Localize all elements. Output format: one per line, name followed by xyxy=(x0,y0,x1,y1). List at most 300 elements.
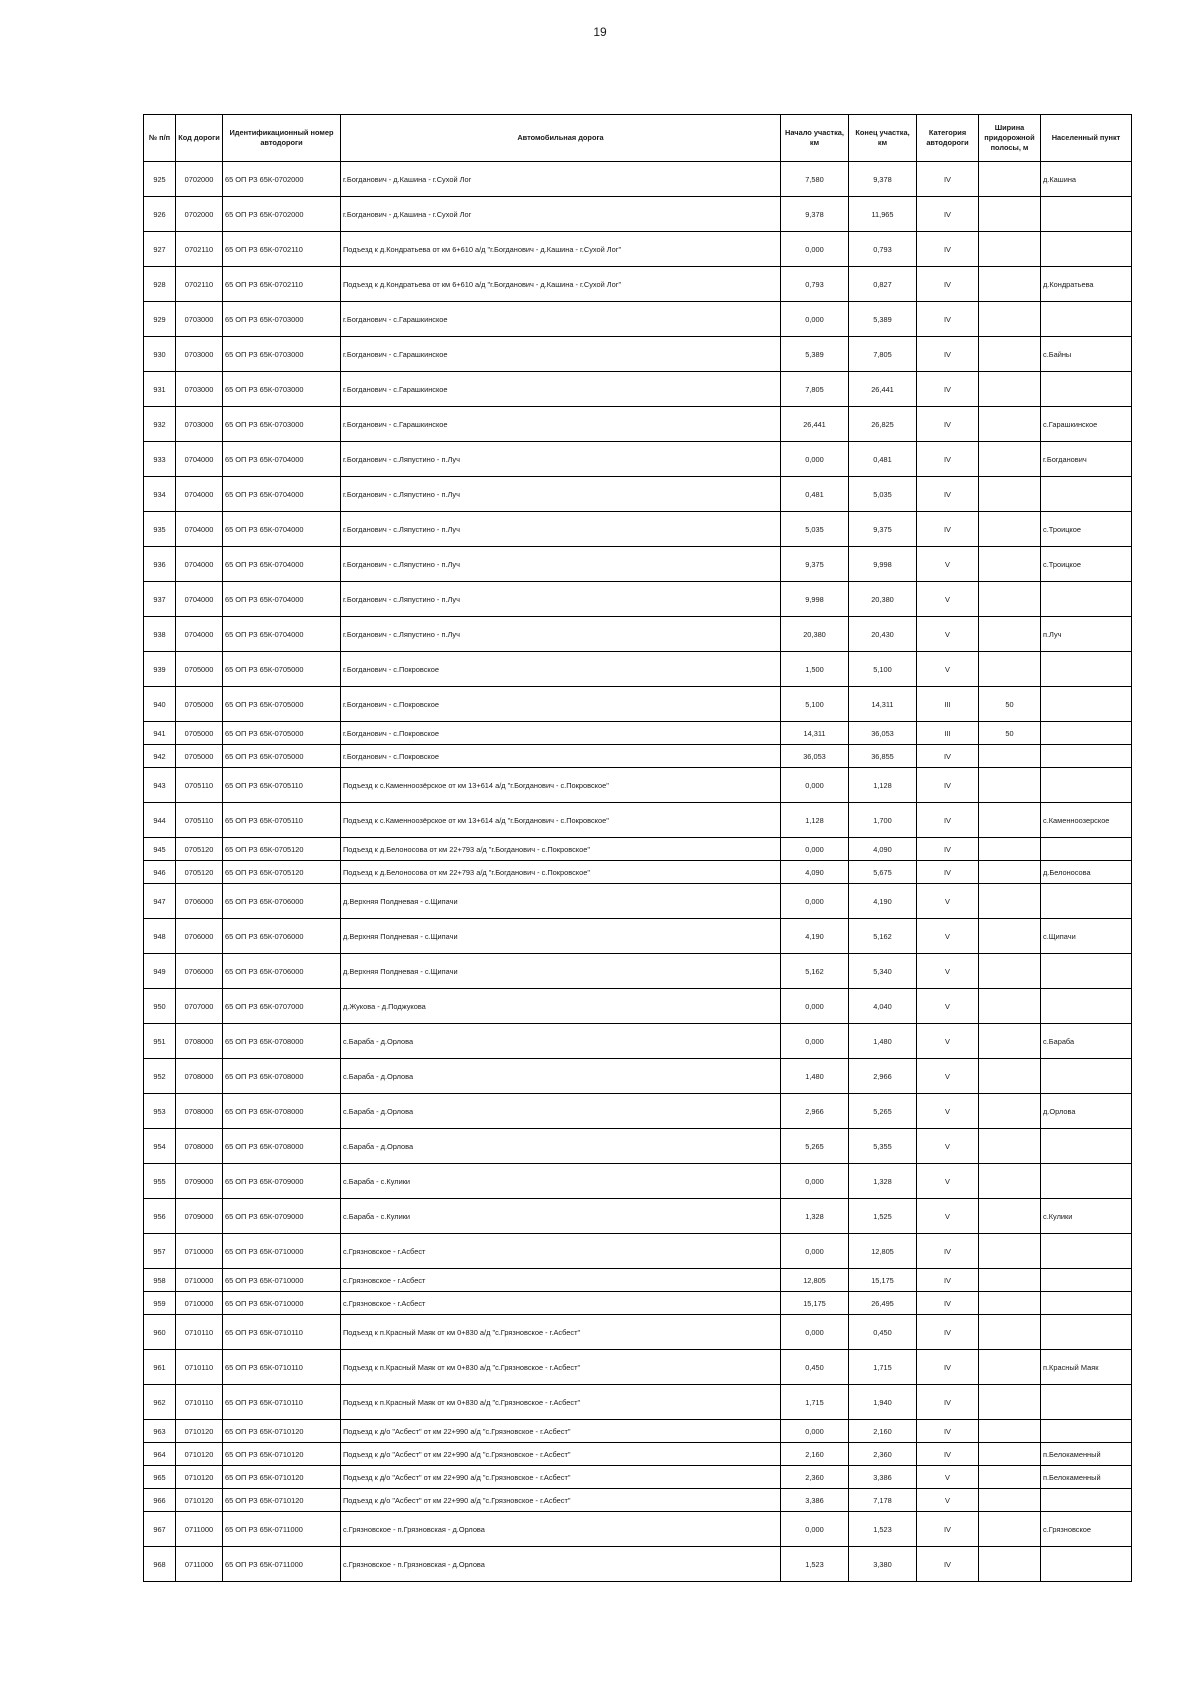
cell-road-id: 65 ОП РЗ 65К-0704000 xyxy=(223,477,341,512)
cell-road-code: 0710000 xyxy=(176,1292,223,1315)
header-settlement: Населенный пункт xyxy=(1041,115,1132,162)
cell-end-km: 9,378 xyxy=(849,162,917,197)
cell-row-number: 947 xyxy=(144,884,176,919)
cell-start-km: 1,480 xyxy=(781,1059,849,1094)
cell-start-km: 1,715 xyxy=(781,1385,849,1420)
cell-road-id: 65 ОП РЗ 65К-0704000 xyxy=(223,442,341,477)
cell-end-km: 0,827 xyxy=(849,267,917,302)
cell-settlement: п.Луч xyxy=(1041,617,1132,652)
cell-strip-width xyxy=(979,1094,1041,1129)
cell-settlement xyxy=(1041,745,1132,768)
cell-strip-width xyxy=(979,582,1041,617)
cell-strip-width xyxy=(979,372,1041,407)
cell-road-code: 0705000 xyxy=(176,745,223,768)
cell-settlement xyxy=(1041,1489,1132,1512)
cell-strip-width xyxy=(979,1350,1041,1385)
table-row xyxy=(144,407,1132,442)
cell-start-km: 4,190 xyxy=(781,919,849,954)
cell-start-km: 26,441 xyxy=(781,407,849,442)
cell-road-id: 65 ОП РЗ 65К-0710110 xyxy=(223,1350,341,1385)
cell-road-code: 0709000 xyxy=(176,1164,223,1199)
cell-road-id: 65 ОП РЗ 65К-0702110 xyxy=(223,267,341,302)
cell-row-number: 931 xyxy=(144,372,176,407)
cell-road-id: 65 ОП РЗ 65К-0702110 xyxy=(223,232,341,267)
cell-start-km: 0,000 xyxy=(781,1164,849,1199)
cell-strip-width xyxy=(979,302,1041,337)
cell-category: IV xyxy=(917,197,979,232)
table-row xyxy=(144,803,1132,838)
cell-road-name: г.Богданович - с.Ляпустино - п.Луч xyxy=(341,617,781,652)
cell-road-id: 65 ОП РЗ 65К-0708000 xyxy=(223,1094,341,1129)
cell-start-km: 0,000 xyxy=(781,1234,849,1269)
cell-road-name: д.Жукова - д.Поджукова xyxy=(341,989,781,1024)
cell-road-id: 65 ОП РЗ 65К-0710000 xyxy=(223,1234,341,1269)
cell-road-name: Подъезд к д.Кондратьева от км 6+610 а/д "г.Богданович - д.Кашина - г.Сухой Лог" xyxy=(341,232,781,267)
cell-settlement: п.Белокаменный xyxy=(1041,1443,1132,1466)
cell-end-km: 5,675 xyxy=(849,861,917,884)
table-row xyxy=(144,1547,1132,1582)
table-row xyxy=(144,1234,1132,1269)
cell-road-code: 0710110 xyxy=(176,1315,223,1350)
cell-road-code: 0710120 xyxy=(176,1466,223,1489)
cell-road-id: 65 ОП РЗ 65К-0710000 xyxy=(223,1269,341,1292)
cell-road-name: г.Богданович - с.Покровское xyxy=(341,722,781,745)
cell-start-km: 9,998 xyxy=(781,582,849,617)
cell-settlement: с.Гарашкинское xyxy=(1041,407,1132,442)
cell-start-km: 0,000 xyxy=(781,1315,849,1350)
cell-settlement: г.Богданович xyxy=(1041,442,1132,477)
cell-category: III xyxy=(917,722,979,745)
cell-road-code: 0704000 xyxy=(176,582,223,617)
cell-end-km: 15,175 xyxy=(849,1269,917,1292)
cell-road-code: 0706000 xyxy=(176,884,223,919)
cell-road-code: 0708000 xyxy=(176,1059,223,1094)
cell-end-km: 4,190 xyxy=(849,884,917,919)
cell-category: IV xyxy=(917,1512,979,1547)
cell-row-number: 950 xyxy=(144,989,176,1024)
cell-road-id: 65 ОП РЗ 65К-0709000 xyxy=(223,1199,341,1234)
cell-category: IV xyxy=(917,745,979,768)
cell-category: IV xyxy=(917,337,979,372)
cell-end-km: 1,715 xyxy=(849,1350,917,1385)
cell-start-km: 5,100 xyxy=(781,687,849,722)
cell-start-km: 1,500 xyxy=(781,652,849,687)
cell-category: IV xyxy=(917,1315,979,1350)
cell-road-name: Подъезд к п.Красный Маяк от км 0+830 а/д "с.Грязновское - г.Асбест" xyxy=(341,1350,781,1385)
cell-category: V xyxy=(917,652,979,687)
cell-strip-width xyxy=(979,617,1041,652)
header-id-number: Идентификационный номер автодороги xyxy=(223,115,341,162)
table-body xyxy=(144,162,1132,1582)
cell-row-number: 937 xyxy=(144,582,176,617)
cell-start-km: 9,375 xyxy=(781,547,849,582)
cell-strip-width xyxy=(979,1489,1041,1512)
cell-category: IV xyxy=(917,232,979,267)
cell-category: III xyxy=(917,687,979,722)
cell-road-name: Подъезд к с.Каменноозёрское от км 13+614 а/д "г.Богданович - с.Покровское" xyxy=(341,803,781,838)
cell-row-number: 942 xyxy=(144,745,176,768)
table-row xyxy=(144,1385,1132,1420)
cell-end-km: 9,998 xyxy=(849,547,917,582)
cell-row-number: 959 xyxy=(144,1292,176,1315)
table-row xyxy=(144,861,1132,884)
cell-settlement xyxy=(1041,582,1132,617)
cell-road-id: 65 ОП РЗ 65К-0705000 xyxy=(223,687,341,722)
cell-start-km: 5,035 xyxy=(781,512,849,547)
cell-road-id: 65 ОП РЗ 65К-0703000 xyxy=(223,372,341,407)
cell-end-km: 7,805 xyxy=(849,337,917,372)
cell-road-name: Подъезд к д.Белоносова от км 22+793 а/д "г.Богданович - с.Покровское" xyxy=(341,861,781,884)
cell-settlement: с.Каменноозерское xyxy=(1041,803,1132,838)
roads-table xyxy=(143,114,1132,1582)
cell-strip-width xyxy=(979,884,1041,919)
cell-category: V xyxy=(917,617,979,652)
cell-settlement xyxy=(1041,838,1132,861)
table-row xyxy=(144,989,1132,1024)
cell-road-id: 65 ОП РЗ 65К-0708000 xyxy=(223,1059,341,1094)
cell-strip-width xyxy=(979,197,1041,232)
cell-row-number: 936 xyxy=(144,547,176,582)
cell-settlement: д.Белоносова xyxy=(1041,861,1132,884)
cell-road-code: 0705000 xyxy=(176,687,223,722)
cell-category: V xyxy=(917,989,979,1024)
cell-category: V xyxy=(917,954,979,989)
cell-row-number: 957 xyxy=(144,1234,176,1269)
cell-road-code: 0710120 xyxy=(176,1420,223,1443)
cell-row-number: 952 xyxy=(144,1059,176,1094)
cell-road-name: Подъезд к д.Белоносова от км 22+793 а/д "г.Богданович - с.Покровское" xyxy=(341,838,781,861)
cell-end-km: 5,162 xyxy=(849,919,917,954)
cell-strip-width xyxy=(979,1512,1041,1547)
cell-category: V xyxy=(917,1466,979,1489)
cell-strip-width xyxy=(979,1129,1041,1164)
cell-road-code: 0705000 xyxy=(176,652,223,687)
cell-road-name: г.Богданович - д.Кашина - г.Сухой Лог xyxy=(341,197,781,232)
cell-row-number: 953 xyxy=(144,1094,176,1129)
cell-row-number: 964 xyxy=(144,1443,176,1466)
cell-category: IV xyxy=(917,1234,979,1269)
cell-strip-width xyxy=(979,1547,1041,1582)
cell-row-number: 944 xyxy=(144,803,176,838)
table-row xyxy=(144,768,1132,803)
page-number: 19 xyxy=(593,25,607,39)
cell-strip-width xyxy=(979,652,1041,687)
cell-road-name: с.Бараба - д.Орлова xyxy=(341,1129,781,1164)
cell-road-code: 0704000 xyxy=(176,617,223,652)
cell-row-number: 932 xyxy=(144,407,176,442)
cell-settlement: с.Грязновское xyxy=(1041,1512,1132,1547)
cell-settlement xyxy=(1041,1164,1132,1199)
cell-road-name: д.Верхняя Полдневая - с.Щипачи xyxy=(341,919,781,954)
cell-end-km: 12,805 xyxy=(849,1234,917,1269)
cell-road-id: 65 ОП РЗ 65К-0710110 xyxy=(223,1315,341,1350)
cell-strip-width xyxy=(979,768,1041,803)
cell-settlement: п.Белокаменный xyxy=(1041,1466,1132,1489)
cell-end-km: 2,966 xyxy=(849,1059,917,1094)
cell-road-id: 65 ОП РЗ 65К-0709000 xyxy=(223,1164,341,1199)
cell-road-code: 0703000 xyxy=(176,337,223,372)
cell-road-name: Подъезд к д/о "Асбест" от км 22+990 а/д "с.Грязновское - г.Асбест" xyxy=(341,1466,781,1489)
table-row xyxy=(144,1315,1132,1350)
table-row xyxy=(144,372,1132,407)
cell-start-km: 0,000 xyxy=(781,1512,849,1547)
cell-row-number: 940 xyxy=(144,687,176,722)
cell-start-km: 20,380 xyxy=(781,617,849,652)
cell-road-id: 65 ОП РЗ 65К-0707000 xyxy=(223,989,341,1024)
cell-road-code: 0705120 xyxy=(176,861,223,884)
cell-road-id: 65 ОП РЗ 65К-0710120 xyxy=(223,1420,341,1443)
cell-settlement: с.Байны xyxy=(1041,337,1132,372)
cell-category: V xyxy=(917,1199,979,1234)
cell-end-km: 1,328 xyxy=(849,1164,917,1199)
cell-road-code: 0704000 xyxy=(176,477,223,512)
cell-road-name: г.Богданович - д.Кашина - г.Сухой Лог xyxy=(341,162,781,197)
cell-road-id: 65 ОП РЗ 65К-0704000 xyxy=(223,617,341,652)
cell-road-code: 0702000 xyxy=(176,197,223,232)
cell-road-code: 0704000 xyxy=(176,512,223,547)
table-row xyxy=(144,1269,1132,1292)
cell-strip-width xyxy=(979,861,1041,884)
cell-end-km: 4,040 xyxy=(849,989,917,1024)
cell-road-code: 0710000 xyxy=(176,1234,223,1269)
cell-road-name: Подъезд к с.Каменноозёрское от км 13+614 а/д "г.Богданович - с.Покровское" xyxy=(341,768,781,803)
cell-end-km: 5,035 xyxy=(849,477,917,512)
cell-start-km: 0,000 xyxy=(781,442,849,477)
cell-end-km: 0,481 xyxy=(849,442,917,477)
cell-row-number: 943 xyxy=(144,768,176,803)
cell-road-id: 65 ОП РЗ 65К-0710120 xyxy=(223,1443,341,1466)
cell-start-km: 7,580 xyxy=(781,162,849,197)
cell-road-id: 65 ОП РЗ 65К-0705120 xyxy=(223,861,341,884)
cell-category: V xyxy=(917,1164,979,1199)
cell-end-km: 3,386 xyxy=(849,1466,917,1489)
cell-road-code: 0709000 xyxy=(176,1199,223,1234)
cell-road-id: 65 ОП РЗ 65К-0708000 xyxy=(223,1024,341,1059)
cell-strip-width xyxy=(979,1059,1041,1094)
cell-road-id: 65 ОП РЗ 65К-0705000 xyxy=(223,722,341,745)
cell-category: V xyxy=(917,1024,979,1059)
cell-road-id: 65 ОП РЗ 65К-0705000 xyxy=(223,652,341,687)
cell-road-code: 0706000 xyxy=(176,954,223,989)
cell-start-km: 2,160 xyxy=(781,1443,849,1466)
cell-road-id: 65 ОП РЗ 65К-0710120 xyxy=(223,1489,341,1512)
cell-start-km: 0,000 xyxy=(781,1420,849,1443)
table-row xyxy=(144,1350,1132,1385)
cell-strip-width xyxy=(979,803,1041,838)
cell-strip-width xyxy=(979,1420,1041,1443)
cell-start-km: 1,128 xyxy=(781,803,849,838)
cell-row-number: 961 xyxy=(144,1350,176,1385)
cell-road-code: 0710000 xyxy=(176,1269,223,1292)
cell-category: IV xyxy=(917,1547,979,1582)
cell-settlement xyxy=(1041,1385,1132,1420)
cell-end-km: 5,265 xyxy=(849,1094,917,1129)
cell-row-number: 928 xyxy=(144,267,176,302)
table-row xyxy=(144,687,1132,722)
cell-road-id: 65 ОП РЗ 65К-0711000 xyxy=(223,1547,341,1582)
cell-end-km: 20,430 xyxy=(849,617,917,652)
cell-row-number: 951 xyxy=(144,1024,176,1059)
cell-end-km: 5,340 xyxy=(849,954,917,989)
cell-road-code: 0704000 xyxy=(176,547,223,582)
table-row xyxy=(144,617,1132,652)
cell-road-id: 65 ОП РЗ 65К-0703000 xyxy=(223,302,341,337)
cell-road-code: 0706000 xyxy=(176,919,223,954)
cell-road-id: 65 ОП РЗ 65К-0705110 xyxy=(223,803,341,838)
cell-start-km: 0,000 xyxy=(781,1024,849,1059)
cell-row-number: 935 xyxy=(144,512,176,547)
cell-start-km: 5,389 xyxy=(781,337,849,372)
cell-category: IV xyxy=(917,162,979,197)
cell-end-km: 3,380 xyxy=(849,1547,917,1582)
table-row xyxy=(144,919,1132,954)
table-row xyxy=(144,197,1132,232)
cell-start-km: 4,090 xyxy=(781,861,849,884)
table-row xyxy=(144,884,1132,919)
cell-road-id: 65 ОП РЗ 65К-0710110 xyxy=(223,1385,341,1420)
cell-category: IV xyxy=(917,477,979,512)
cell-start-km: 9,378 xyxy=(781,197,849,232)
table-row xyxy=(144,1466,1132,1489)
cell-row-number: 967 xyxy=(144,1512,176,1547)
table-row xyxy=(144,1094,1132,1129)
cell-settlement xyxy=(1041,1059,1132,1094)
cell-road-id: 65 ОП РЗ 65К-0702000 xyxy=(223,162,341,197)
cell-road-code: 0703000 xyxy=(176,302,223,337)
cell-road-code: 0702110 xyxy=(176,267,223,302)
cell-strip-width xyxy=(979,745,1041,768)
cell-road-name: с.Грязновское - п.Грязновская - д.Орлова xyxy=(341,1547,781,1582)
cell-road-name: Подъезд к д/о "Асбест" от км 22+990 а/д "с.Грязновское - г.Асбест" xyxy=(341,1489,781,1512)
cell-row-number: 958 xyxy=(144,1269,176,1292)
cell-settlement xyxy=(1041,197,1132,232)
cell-strip-width xyxy=(979,442,1041,477)
cell-road-id: 65 ОП РЗ 65К-0705000 xyxy=(223,745,341,768)
cell-road-name: Подъезд к д/о "Асбест" от км 22+990 а/д "с.Грязновское - г.Асбест" xyxy=(341,1443,781,1466)
cell-road-id: 65 ОП РЗ 65К-0706000 xyxy=(223,884,341,919)
cell-end-km: 11,965 xyxy=(849,197,917,232)
cell-road-id: 65 ОП РЗ 65К-0706000 xyxy=(223,919,341,954)
cell-category: IV xyxy=(917,768,979,803)
cell-settlement: с.Троицкое xyxy=(1041,547,1132,582)
header-road-code: Код дороги xyxy=(176,115,223,162)
table-row xyxy=(144,652,1132,687)
header-end-km: Конец участка, км xyxy=(849,115,917,162)
cell-category: IV xyxy=(917,1385,979,1420)
cell-strip-width xyxy=(979,1315,1041,1350)
cell-strip-width xyxy=(979,1199,1041,1234)
cell-strip-width xyxy=(979,512,1041,547)
cell-row-number: 934 xyxy=(144,477,176,512)
cell-strip-width xyxy=(979,232,1041,267)
cell-strip-width xyxy=(979,477,1041,512)
cell-settlement: д.Кондратьева xyxy=(1041,267,1132,302)
cell-start-km: 7,805 xyxy=(781,372,849,407)
cell-end-km: 1,480 xyxy=(849,1024,917,1059)
cell-end-km: 9,375 xyxy=(849,512,917,547)
cell-row-number: 938 xyxy=(144,617,176,652)
table-row xyxy=(144,582,1132,617)
cell-row-number: 941 xyxy=(144,722,176,745)
cell-settlement xyxy=(1041,232,1132,267)
cell-start-km: 0,000 xyxy=(781,768,849,803)
cell-road-id: 65 ОП РЗ 65К-0711000 xyxy=(223,1512,341,1547)
table-row xyxy=(144,302,1132,337)
cell-category: V xyxy=(917,547,979,582)
cell-start-km: 0,000 xyxy=(781,989,849,1024)
cell-strip-width xyxy=(979,337,1041,372)
cell-road-name: г.Богданович - с.Ляпустино - п.Луч xyxy=(341,582,781,617)
cell-road-id: 65 ОП РЗ 65К-0704000 xyxy=(223,582,341,617)
cell-settlement xyxy=(1041,652,1132,687)
cell-start-km: 0,481 xyxy=(781,477,849,512)
cell-road-name: г.Богданович - с.Гарашкинское xyxy=(341,372,781,407)
cell-row-number: 963 xyxy=(144,1420,176,1443)
table-header-row xyxy=(144,115,1132,162)
table-row xyxy=(144,838,1132,861)
cell-strip-width xyxy=(979,1234,1041,1269)
cell-strip-width xyxy=(979,1443,1041,1466)
cell-end-km: 1,128 xyxy=(849,768,917,803)
table-row xyxy=(144,232,1132,267)
cell-row-number: 945 xyxy=(144,838,176,861)
table-row xyxy=(144,1199,1132,1234)
cell-end-km: 0,793 xyxy=(849,232,917,267)
cell-category: IV xyxy=(917,1292,979,1315)
cell-row-number: 962 xyxy=(144,1385,176,1420)
cell-strip-width xyxy=(979,1292,1041,1315)
cell-road-name: с.Бараба - д.Орлова xyxy=(341,1059,781,1094)
cell-road-id: 65 ОП РЗ 65К-0705120 xyxy=(223,838,341,861)
cell-end-km: 1,525 xyxy=(849,1199,917,1234)
cell-road-code: 0703000 xyxy=(176,372,223,407)
cell-road-name: д.Верхняя Полдневая - с.Щипачи xyxy=(341,884,781,919)
cell-strip-width xyxy=(979,954,1041,989)
cell-row-number: 925 xyxy=(144,162,176,197)
cell-start-km: 0,000 xyxy=(781,232,849,267)
cell-end-km: 2,360 xyxy=(849,1443,917,1466)
cell-strip-width: 50 xyxy=(979,687,1041,722)
cell-end-km: 2,160 xyxy=(849,1420,917,1443)
header-strip-width: Ширина придорожной полосы, м xyxy=(979,115,1041,162)
cell-start-km: 5,265 xyxy=(781,1129,849,1164)
cell-road-id: 65 ОП РЗ 65К-0704000 xyxy=(223,512,341,547)
cell-road-name: г.Богданович - с.Гарашкинское xyxy=(341,337,781,372)
cell-road-name: г.Богданович - с.Покровское xyxy=(341,652,781,687)
cell-start-km: 12,805 xyxy=(781,1269,849,1292)
cell-settlement xyxy=(1041,477,1132,512)
table-row xyxy=(144,1443,1132,1466)
cell-road-code: 0704000 xyxy=(176,442,223,477)
cell-end-km: 26,825 xyxy=(849,407,917,442)
cell-start-km: 1,523 xyxy=(781,1547,849,1582)
cell-settlement xyxy=(1041,1547,1132,1582)
cell-end-km: 5,355 xyxy=(849,1129,917,1164)
cell-category: IV xyxy=(917,372,979,407)
cell-row-number: 968 xyxy=(144,1547,176,1582)
cell-road-name: с.Грязновское - г.Асбест xyxy=(341,1292,781,1315)
cell-row-number: 930 xyxy=(144,337,176,372)
cell-road-id: 65 ОП РЗ 65К-0703000 xyxy=(223,407,341,442)
table-row xyxy=(144,1129,1132,1164)
cell-road-name: г.Богданович - с.Ляпустино - п.Луч xyxy=(341,442,781,477)
cell-start-km: 1,328 xyxy=(781,1199,849,1234)
cell-category: IV xyxy=(917,803,979,838)
cell-road-name: с.Грязновское - г.Асбест xyxy=(341,1234,781,1269)
cell-road-id: 65 ОП РЗ 65К-0710000 xyxy=(223,1292,341,1315)
cell-road-name: с.Грязновское - г.Асбест xyxy=(341,1269,781,1292)
cell-road-id: 65 ОП РЗ 65К-0705110 xyxy=(223,768,341,803)
